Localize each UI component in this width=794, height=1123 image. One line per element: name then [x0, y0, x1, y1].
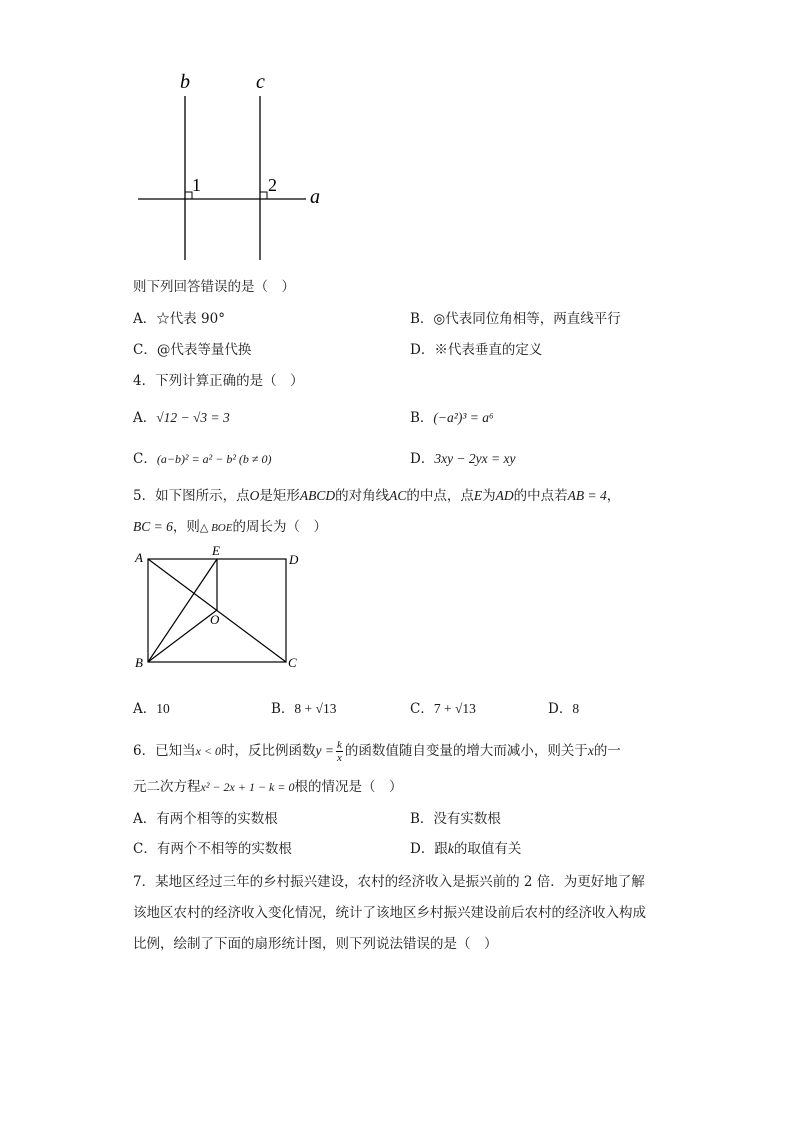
q6-option-b: B．没有实数根 — [410, 811, 501, 827]
q4-stem: 4．下列计算正确的是（ ） — [133, 373, 304, 389]
fraction-k-over-x: $\frac{k}{x}$ — [337, 739, 342, 764]
point-d-label: D — [289, 552, 299, 567]
q7-line2: 该地区农村的经济收入变化情况，统计了该地区乡村振兴建设前后农村的经济收入构成 — [133, 905, 646, 921]
q6-option-c: C．有两个不相等的实数根 — [133, 841, 292, 857]
q6-option-a: A．有两个相等的实数根 — [133, 811, 278, 827]
label-b: b — [180, 71, 190, 93]
point-c-label: C — [288, 655, 297, 670]
rectangle-figure — [130, 542, 310, 674]
point-a-label: A — [135, 550, 143, 565]
q5-line1: 5．如下图所示，点O是矩形ABCD的对角线AC的中点，点E为AD的中点若AB = 4， — [133, 488, 621, 504]
point-e-label: E — [212, 543, 220, 558]
point-o-label: O — [210, 612, 220, 627]
q3-option-c: C．@代表等量代换 — [133, 342, 252, 358]
q3-option-b: B．◎代表同位角相等，两直线平行 — [410, 311, 621, 327]
label-2: 2 — [268, 175, 277, 195]
q7-line3: 比例，绘制了下面的扇形统计图，则下列说法错误的是（ ） — [133, 936, 498, 952]
q5-line2: BC = 6，则△ BOE的周长为（ ） — [133, 519, 327, 535]
q5-option-d: D．8 — [548, 701, 580, 717]
q4-option-b: B．(−a²)³ = a⁶ — [410, 410, 494, 426]
right-angle-mark-2 — [260, 192, 267, 199]
q4-option-a: A．√12 − √3 = 3 — [133, 410, 230, 426]
right-angle-mark-1 — [185, 192, 192, 199]
q5-option-c: C．7 + √13 — [410, 701, 476, 717]
label-1: 1 — [192, 175, 201, 195]
segment-bo — [148, 610, 217, 662]
q3-option-a: A．☆代表 90° — [133, 311, 225, 327]
label-c: c — [256, 71, 265, 93]
parallel-lines-figure — [130, 66, 330, 266]
q6-line1: 6．已知当x < 0时，反比例函数y = $\frac{k}{x}$ 的函数值随自变量的增大而减小，则关于x的一 — [133, 739, 621, 764]
q6-line2: 元二次方程x² − 2x + 1 − k = 0根的情况是（ ） — [133, 779, 403, 795]
q4-option-c: C．(a−b)² = a² − b² (b ≠ 0) — [133, 451, 272, 467]
q5-option-b: B．8 + √13 — [271, 701, 337, 717]
q4-option-d: D．3xy − 2yx = xy — [410, 451, 516, 467]
q7-line1: 7．某地区经过三年的乡村振兴建设，农村的经济收入是振兴前的 2 倍．为更好地了解 — [133, 874, 645, 890]
segment-be — [148, 559, 217, 662]
point-b-label: B — [135, 655, 143, 670]
label-a: a — [310, 186, 320, 208]
q6-option-d: D．跟k的取值有关 — [410, 841, 522, 857]
q5-option-a: A．10 — [133, 701, 170, 717]
q3-stem: 则下列回答错误的是（ ） — [133, 279, 295, 295]
q3-option-d: D．※代表垂直的定义 — [410, 342, 543, 358]
